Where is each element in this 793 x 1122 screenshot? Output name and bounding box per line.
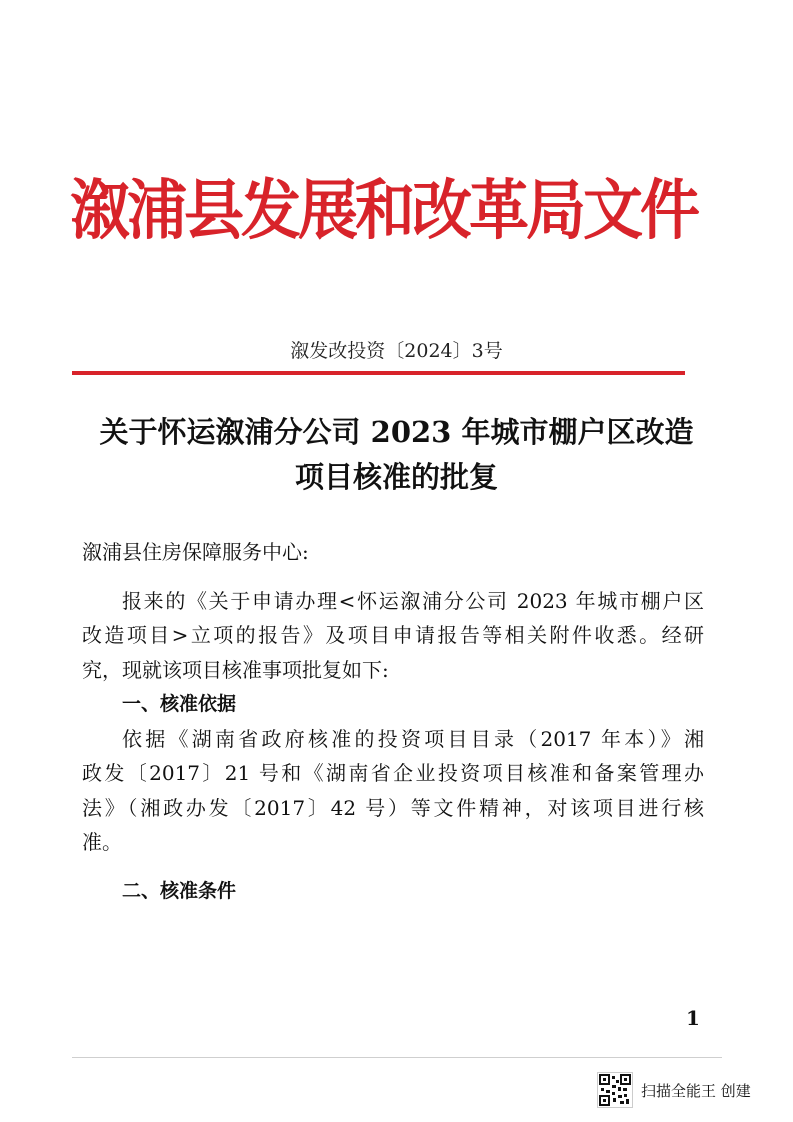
section-heading-basis: 一、核准依据 [122, 693, 237, 715]
qr-code-icon [597, 1072, 633, 1108]
paragraph-line: 报来的《关于申请办理<怀运溆浦分公司 2023 年城市棚户区 [122, 588, 704, 613]
section-heading-conditions: 二、核准条件 [122, 879, 237, 902]
document-title [60, 410, 733, 500]
red-divider-line [72, 371, 685, 375]
paragraph-line: 法》（湘政办发〔2017〕42 号）等文件精神，对该项目进行核 [82, 795, 704, 820]
recipient-line: 溆浦县住房保障服务中心: [82, 540, 309, 564]
document-body [82, 535, 704, 908]
footer-divider [72, 1057, 722, 1058]
paragraph-line: 究，现就该项目核准事项批复如下: [82, 657, 389, 682]
org-header-title: 溆浦县发展和改革局文件 [70, 173, 697, 249]
document-number: 溆发改投资〔2024〕3号 [290, 340, 503, 362]
document-title-line-2: 项目核准的批复 [294, 460, 498, 494]
spacer [82, 570, 704, 584]
document-title-line-1: 关于怀运溆浦分公司 2023 年城市棚户区改造 [99, 415, 694, 449]
scanner-watermark [597, 1071, 751, 1109]
paragraph-line: 改造项目>立项的报告》及项目申请报告等相关附件收悉。经研 [82, 623, 704, 647]
paragraph-line: 政发〔2017〕21 号和《湖南省企业投资项目核准和备案管理办 [82, 761, 704, 785]
paragraph-line: 准。 [82, 830, 122, 854]
spacer [82, 860, 704, 874]
paragraph-line: 依据《湖南省政府核准的投资项目目录（2017 年本）》湘 [122, 726, 704, 751]
watermark-label: 扫描全能王 创建 [641, 1081, 751, 1100]
page-number: 1 [686, 1006, 700, 1030]
